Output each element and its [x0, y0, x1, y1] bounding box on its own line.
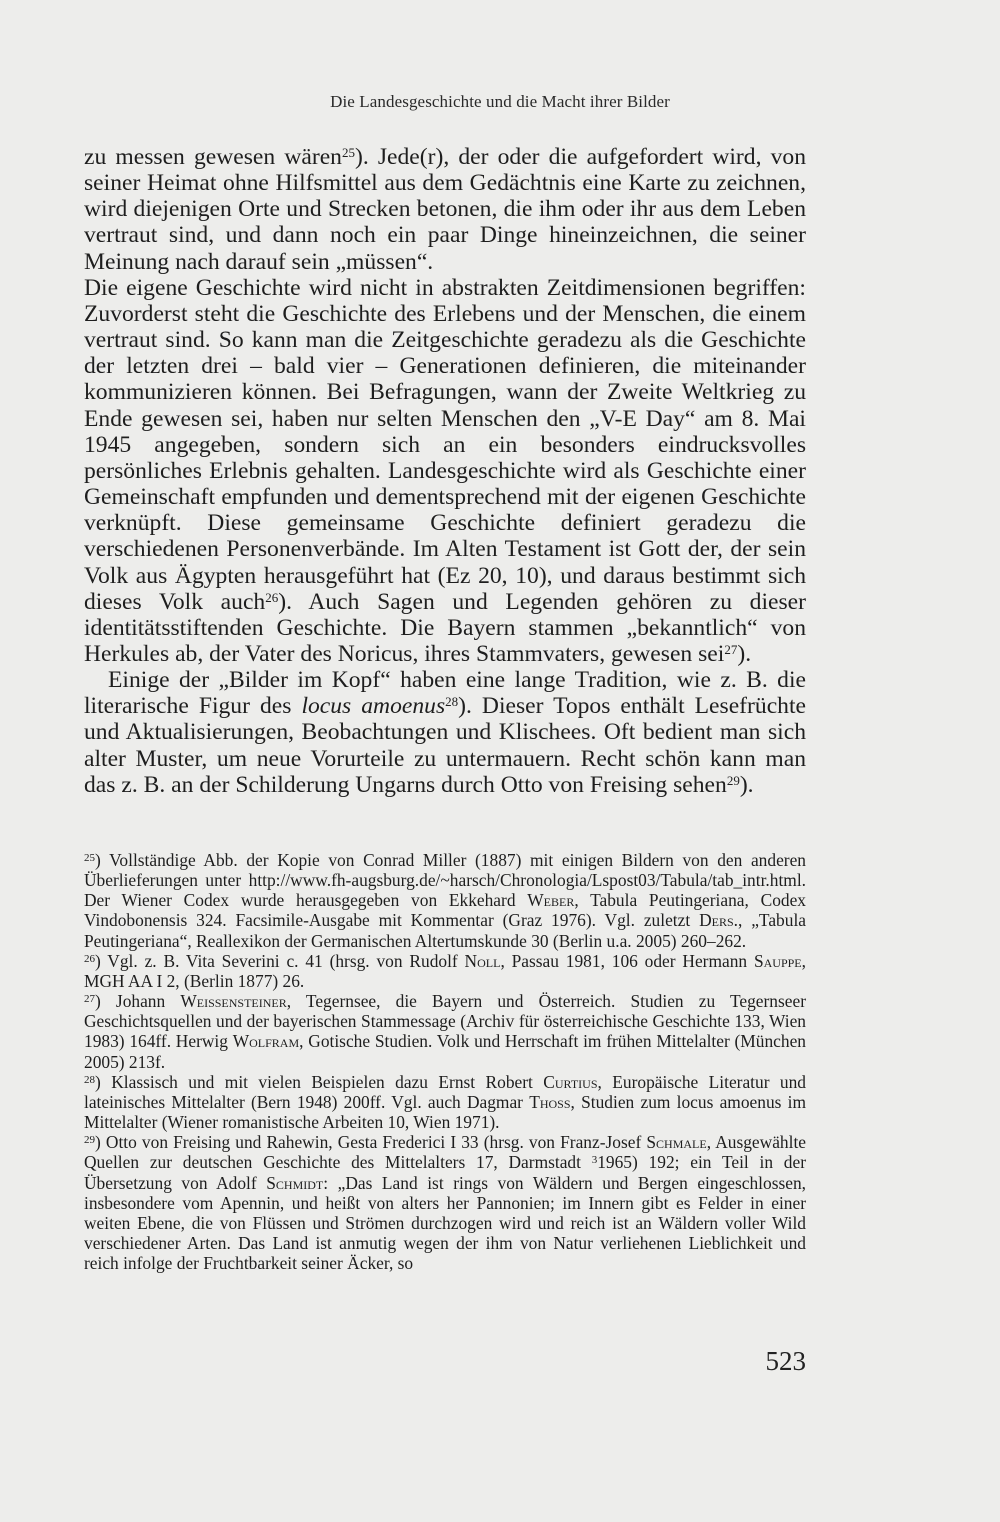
- footnote-reference[interactable]: 26: [265, 589, 279, 605]
- footnote-reference[interactable]: 28: [445, 694, 459, 710]
- author-name: Sauppe: [753, 950, 802, 971]
- author-name: Schmale: [646, 1132, 707, 1153]
- body-paragraph-1: zu messen gewesen wären$^{25}$). Jede(r), der oder die aufgefordert wird, von seiner Heimat ohne Hilfsmittel aus dem Gedächtnis eine Karte zu zeichnen, wird diejenigen Orte und Strecken betonen, die ihm oder ihr aus dem Leben vertraut sind, und dann noch ein paar Dinge hineinzeichnen, die seiner Meinung nach darauf sein „müssen“.: [84, 144, 806, 275]
- footnote-number: 26: [84, 952, 95, 965]
- edition-superscript: 3: [591, 1154, 598, 1167]
- page-number: 523: [765, 1346, 806, 1376]
- footnote-number: 28: [84, 1073, 95, 1086]
- footnote-number: 27: [84, 993, 95, 1006]
- body-paragraph-2: Die eigene Geschichte wird nicht in abstrakten Zeitdimensionen begriffen: Zuvorderst steht die Geschichte des Erlebens und der Menschen, die einem vertraut sind. So kann man die Zeitgeschichte geradezu als die Geschichte der letzten drei – bald vier – Generationen definieren, die miteinander kommunizieren können. Bei Befragungen, wann der Zweite Weltkrieg zu Ende gewesen sei, haben nur selten Menschen den „V-E Day“ am 8. Mai 1945 angegeben, sondern sich an ein besonders eindrucksvolles persönliches Erlebnis gehalten. Landesgeschichte wird als Geschichte einer Gemeinschaft empfunden und dementsprechend mit der eigenen Geschichte verknüpft. Diese gemeinsame Geschichte definiert geradezu die verschiedenen Personenverbände. Im Alten Testament ist Gott der, der sein Volk aus Ägypten herausgeführt hat (Ez 20, 10), und daraus bestimmt sich dieses Volk auch$^{26}$). Auch Sagen und Legenden gehören zu dieser identitätsstiftenden Geschichte. Die Bayern stammen „bekanntlich“ von Herkules ab, der Vater des Noricus, ihres Stammvaters, gewesen sei$^{27}$).: [84, 274, 806, 667]
- footnote-25: $^{25}$) Vollständige Abb. der Kopie von Conrad Miller (1887) mit einigen Bildern von den anderen Überlieferungen unter http://www.fh-augsburg.de/~harsch/Chronologia/Lspost03/Tabula/tab_intr.html. Der Wiener Codex wurde herausgegeben von Ekkehard Weber, Tabula Peutingeriana, Codex Vindobonensis 324. Facsimile-Ausgabe mit Kommentar (Graz 1976). Vgl. zuletzt Ders., „Tabula Peutingeriana“, Reallexikon der Germanischen Altertumskunde 30 (Berlin u.a. 2005) 260–262.: [84, 850, 806, 951]
- author-name: Noll: [464, 950, 501, 971]
- footnote-reference[interactable]: 25: [341, 145, 355, 160]
- footnote-reference[interactable]: 29: [726, 772, 740, 788]
- main-text-body: [84, 144, 806, 798]
- footnote-27: $^{27}$) Johann Weissensteiner, Tegernsee, die Bayern und Österreich. Studien zu Tegernseer Geschichtsquellen und der bayerischen Stammessage (Archiv für österreichische Geschichte 133, Wien 1983) 164ff. Herwig Wolfram, Gotische Studien. Volk und Herrschaft im frühen Mittelalter (München 2005) 213f.: [84, 991, 806, 1072]
- author-name: Curtius: [543, 1071, 598, 1092]
- footnote-26: $^{26}$) Vgl. z. B. Vita Severini c. 41 (hrsg. von Rudolf Noll, Passau 1981, 106 oder Hermann Sauppe, MGH AA I 2, (Berlin 1877) 26.: [84, 950, 806, 991]
- author-name: Weber: [527, 890, 575, 911]
- author-name: Ders: [699, 910, 734, 931]
- italic-term: locus amoenus: [301, 693, 446, 720]
- footnote-number: 25: [84, 852, 95, 864]
- author-name: Weissensteiner: [180, 991, 287, 1012]
- footnote-number: 29: [84, 1134, 95, 1147]
- footnote-reference[interactable]: 27: [724, 641, 738, 657]
- running-head: Die Landesgeschichte und die Macht ihrer Bilder: [330, 92, 670, 111]
- body-paragraph-3: Einige der „Bilder im Kopf“ haben eine lange Tradition, wie z. B. die literarische Figur des locus amoenus$^{28}$). Dieser Topos enthält Lesefrüchte und Aktualisierungen, Beobachtungen und Klischees. Oft bedient man sich alter Muster, um neue Vorurteile zu untermauern. Recht schön kann man das z. B. an der Schilderung Ungarns durch Otto von Freising sehen$^{29}$).: [84, 667, 806, 798]
- footnote-29: $^{29}$) Otto von Freising und Rahewin, Gesta Frederici I 33 (hrsg. von Franz-Josef Schmale, Ausgewählte Quellen zur deutschen Geschichte des Mittelalters 17, Darmstadt $^3$1965) 192; ein Teil in der Übersetzung von Adolf Schmidt: „Das Land ist rings von Wäldern und Bergen eingeschlossen, insbesondere vom Apennin, und heißt von alters her Pannonien; im Innern gibt es Felder in einer weiten Ebene, die von Flüssen und Strömen durchzogen wird und reich ist an Wäldern voller Wild verschiedener Arten. Das Land ist anmutig wegen der ihm von Natur verliehenen Lieblichkeit und reich infolge der Fruchtbarkeit seiner Äcker, so: [84, 1132, 806, 1274]
- author-name: Thoss: [529, 1091, 571, 1112]
- footnote-28: $^{28}$) Klassisch und mit vielen Beispielen dazu Ernst Robert Curtius, Europäische Literatur und lateinisches Mittelalter (Bern 1948) 200ff. Vgl. auch Dagmar Thoss, Studien zum locus amoenus im Mittelalter (Wiener romanistische Arbeiten 10, Wien 1971).: [84, 1071, 807, 1133]
- author-name: Schmidt: [266, 1172, 324, 1193]
- footnotes-section: [84, 850, 806, 1273]
- author-name: Wolfram: [232, 1031, 300, 1052]
